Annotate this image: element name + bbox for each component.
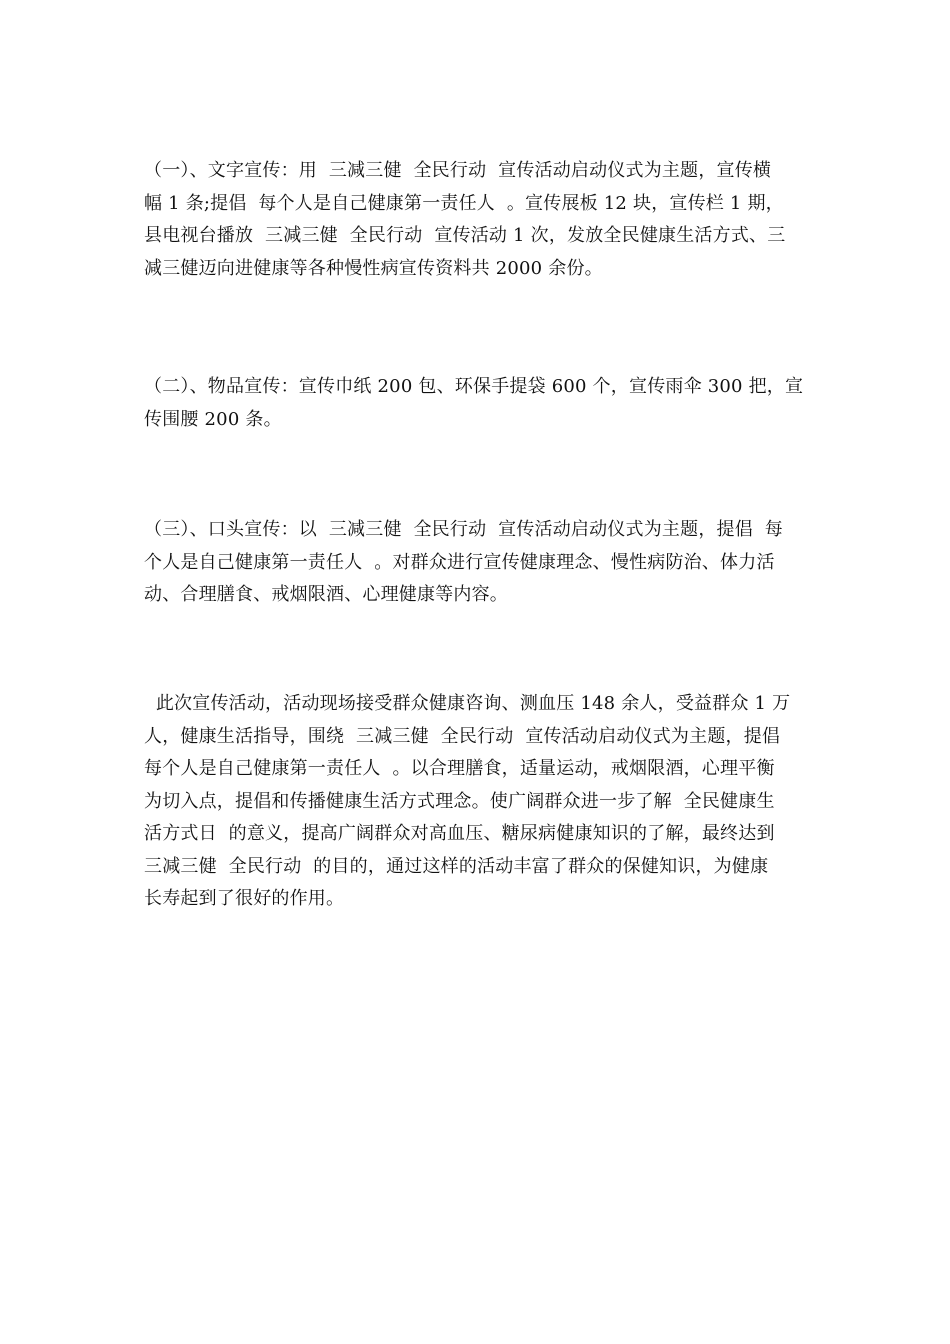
paragraph-line: 个人是自己健康第一责任人 。对群众进行宣传健康理念、慢性病防治、体力活 (144, 551, 775, 573)
paragraph-line: 人，健康生活指导，围绕 三减三健 全民行动 宣传活动启动仪式为主题，提倡 (144, 725, 781, 747)
paragraph-line: 此次宣传活动，活动现场接受群众健康咨询、测血压 148 余人，受益群众 1 万 (144, 693, 791, 714)
paragraph-summary (144, 688, 806, 916)
paragraph-line: 县电视台播放 三减三健 全民行动 宣传活动 1 次，发放全民健康生活方式、三 (144, 225, 786, 246)
paragraph-line: 减三健迈向进健康等各种慢性病宣传资料共 2000 余份。 (144, 257, 603, 279)
paragraph-line: 三减三健 全民行动 的目的，通过这样的活动丰富了群众的保健知识，为健康 (144, 855, 769, 877)
paragraph-line: 每个人是自己健康第一责任人 。以合理膳食，适量运动，戒烟限酒，心理平衡 (144, 758, 775, 779)
paragraph-line: 幅 1 条;提倡 每个人是自己健康第一责任人 。宣传展板 12 块，宣传栏 1 期， (144, 192, 784, 214)
paragraph-line: 为切入点，提倡和传播健康生活方式理念。使广阔群众进一步了解 全民健康生 (144, 790, 775, 812)
paragraph-text-publicity (144, 155, 806, 285)
paragraph-item-publicity (144, 371, 806, 436)
paragraph-line: 传围腰 200 条。 (144, 408, 282, 430)
paragraph-line: （三）、口头宣传：以 三减三健 全民行动 宣传活动启动仪式为主题，提倡 每 (144, 519, 783, 540)
paragraph-oral-publicity (144, 514, 806, 612)
paragraph-line: 活方式日 的意义，提高广阔群众对高血压、糖尿病健康知识的了解，最终达到 (144, 823, 775, 844)
paragraph-line: （二）、物品宣传：宣传巾纸 200 包、环保手提袋 600 个，宣传雨伞 300 把，宣 (144, 376, 804, 397)
paragraph-line: 长寿起到了很好的作用。 (144, 888, 345, 909)
paragraph-line: 动、合理膳食、戒烟限酒、心理健康等内容。 (144, 584, 508, 605)
paragraph-line: （一）、文字宣传：用 三减三健 全民行动 宣传活动启动仪式为主题，宣传横 (144, 160, 772, 181)
